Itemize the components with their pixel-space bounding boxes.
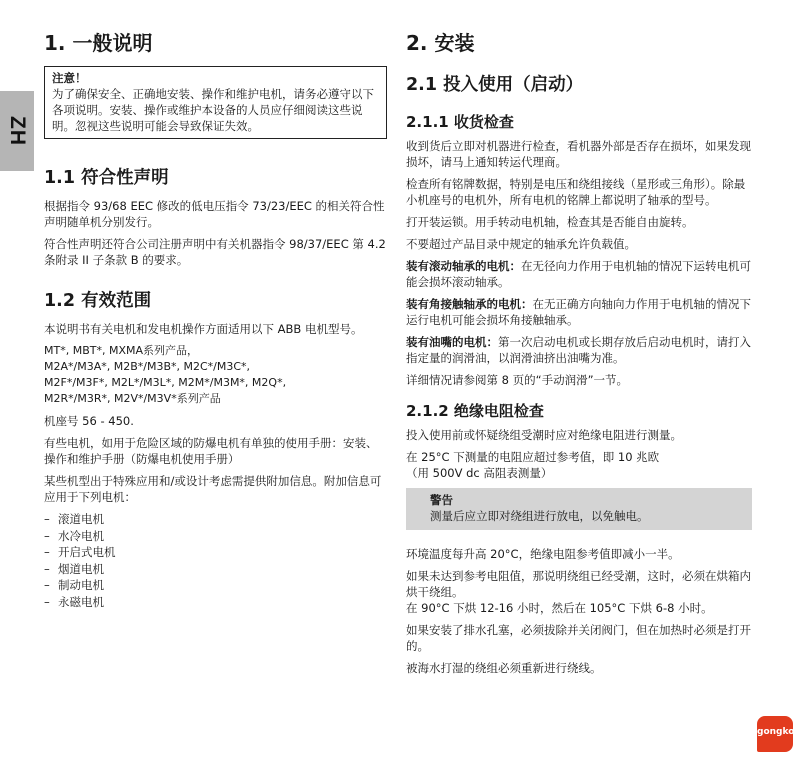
- language-side-tab: [0, 91, 34, 171]
- roller-bearing-text: 在无径向力作用于电机轴的情况下运转电机可能会损坏滚动轴承。: [406, 259, 751, 289]
- list-item: – 烟道电机: [44, 561, 387, 578]
- insulation-meter-note: （用 500V dc 高阻表测量）: [406, 466, 553, 480]
- grease-nipple-label: 装有油嘴的电机：: [406, 335, 498, 349]
- insulation-paragraph-7: 被海水打湿的绕组必须重新进行绕线。: [406, 661, 602, 675]
- list-item: – 开启式电机: [44, 544, 387, 561]
- model-line: M2R*/M3R*, M2V*/M3V*系列产品: [44, 392, 221, 405]
- right-column: [406, 28, 752, 682]
- section-1-1-heading: 1.1 符合性声明: [44, 168, 169, 188]
- insulation-paragraph-6: 如果安装了排水孔塞，必须拔除并关闭阀门，但在加热时必须是打开的。: [406, 623, 751, 653]
- site-watermark-logo: [757, 716, 808, 752]
- section-1-heading: 1. 一般说明: [44, 31, 153, 55]
- section-2-heading: 2. 安装: [406, 31, 475, 55]
- insulation-paragraph-1: 投入使用前或怀疑绕组受潮时应对绝缘电阻进行测量。: [406, 428, 682, 442]
- section-2-1-2-heading: 2.1.2 绝缘电阻检查: [406, 402, 544, 420]
- notice-title: 注意！: [52, 71, 87, 85]
- model-line: M2F*/M3F*, M2L*/M3L*, M2M*/M3M*, M2Q*,: [44, 376, 287, 389]
- scope-paragraph-1: 本说明书有关电机和发电机操作方面适用以下 ABB 电机型号。: [44, 322, 363, 336]
- scope-paragraph-2: 有些电机，如用于危险区域的防爆电机有单独的使用手册：安装、操作和维护手册（防爆电机使用手册）: [44, 436, 378, 466]
- list-item: – 永磁电机: [44, 594, 387, 611]
- notice-body: 为了确保安全、正确地安装、操作和维护电机，请务必遵守以下各项说明。安装、操作或维护本设备的人员应仔细阅读这些说明。忽视这些说明可能会导致保证失效。: [52, 87, 374, 133]
- model-line: M2A*/M3A*, M2B*/M3B*, M2C*/M3C*,: [44, 360, 251, 373]
- special-motor-list: [44, 511, 387, 610]
- declaration-paragraph-1: 根据指令 93/68 EEC 修改的低电压指令 73/23/EEC 的相关符合性声明随单机分别发行。: [44, 199, 385, 229]
- section-2-1-heading: 2.1 投入使用（启动）: [406, 75, 584, 95]
- declaration-paragraph-2: 符合性声明还符合公司注册声明中有关机器指令 98/37/EEC 第 4.2 条附录 II 子条款 B 的要求。: [44, 237, 386, 267]
- list-item: – 制动电机: [44, 577, 387, 594]
- angular-bearing-text: 在无正确方向轴向力作用于电机轴的情况下运行电机可能会损坏角接触轴承。: [406, 297, 751, 327]
- section-2-1-1-heading: 2.1.1 收货检查: [406, 113, 514, 131]
- receipt-paragraph-3: 打开装运锁。用手转动电机轴，检查其是否能自由旋转。: [406, 215, 694, 229]
- roller-bearing-label: 装有滚动轴承的电机：: [406, 259, 521, 273]
- language-code: ZH: [6, 116, 29, 146]
- insulation-reference-value: 在 25°C 下测量的电阻应超过参考值，即 10 兆欧: [406, 450, 660, 464]
- list-item: – 滚道电机: [44, 511, 387, 528]
- angular-bearing-label: 装有角接触轴承的电机：: [406, 297, 533, 311]
- angular-bearing-paragraph: [406, 296, 752, 328]
- left-column: [44, 28, 387, 610]
- frame-size: 机座号 56 - 450.: [44, 414, 134, 428]
- model-list: [44, 343, 387, 407]
- notice-box: [44, 66, 387, 139]
- lubrication-reference: 详细情况请参阅第 8 页的“手动润滑”一节。: [406, 373, 629, 387]
- watermark-text: gongkong: [757, 727, 808, 737]
- insulation-paragraph-5: 在 90°C 下烘 12-16 小时，然后在 105°C 下烘 6-8 小时。: [406, 601, 713, 615]
- roller-bearing-paragraph: [406, 258, 752, 290]
- warning-box: [406, 488, 752, 530]
- warning-body: 测量后应立即对绕组进行放电，以免触电。: [430, 509, 649, 523]
- grease-nipple-text: 第一次启动电机或长期存放后启动电机时，请打入指定量的润滑油，以润滑油挤出油嘴为准。: [406, 335, 751, 365]
- model-line: MT*, MBT*, MXMA系列产品，: [44, 344, 198, 357]
- receipt-paragraph-1: 收到货后立即对机器进行检查，看机器外部是否存在损坏，如果发现损坏，请马上通知转运代理商。: [406, 139, 751, 169]
- insulation-paragraph-2: [406, 449, 752, 481]
- receipt-paragraph-2: 检查所有铭牌数据，特别是电压和绕组接线（星形或三角形）。除最小机座号的电机外，所有电机的铭牌上都说明了轴承的型号。: [406, 177, 746, 207]
- receipt-paragraph-4: 不要超过产品目录中规定的轴承允许负载值。: [406, 237, 636, 251]
- insulation-paragraph-3: 环境温度每升高 20°C，绝缘电阻参考值即减小一半。: [406, 547, 680, 561]
- scope-paragraph-3: 某些机型出于特殊应用和/或设计考虑需提供附加信息。附加信息可应用于下列电机：: [44, 474, 382, 504]
- section-1-2-heading: 1.2 有效范围: [44, 291, 152, 311]
- grease-nipple-paragraph: [406, 334, 752, 366]
- list-item: – 水冷电机: [44, 528, 387, 545]
- insulation-paragraph-4: 如果未达到参考电阻值，那说明绕组已经受潮，这时，必须在烘箱内烘干绕组。: [406, 569, 751, 599]
- warning-title: 警告: [430, 493, 453, 507]
